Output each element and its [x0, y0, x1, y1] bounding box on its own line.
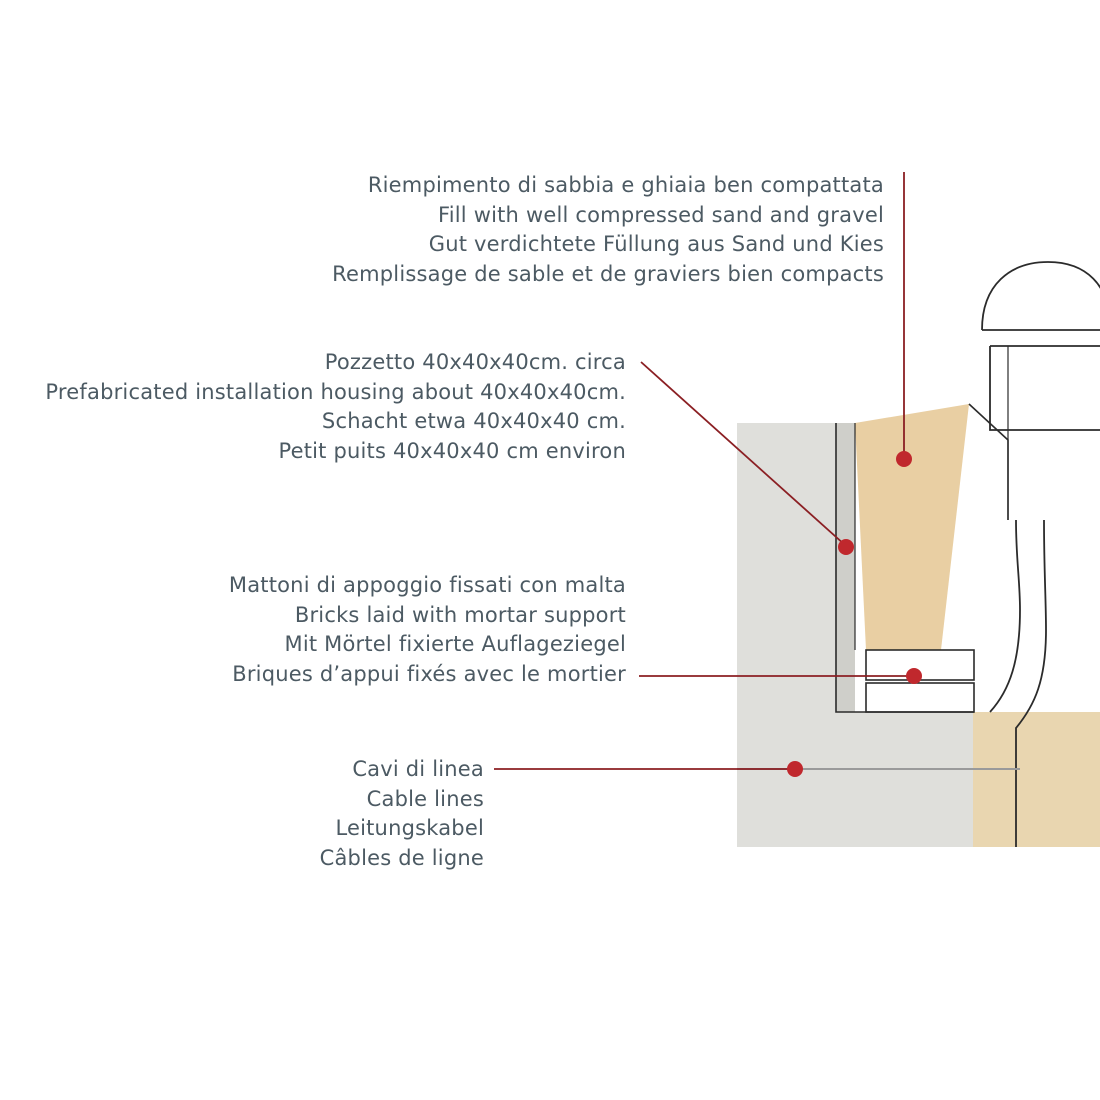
pit-wall-inner-face: [836, 423, 855, 712]
ground-band-right: [973, 712, 1100, 847]
callout-bricks-mortar: [229, 571, 626, 689]
callout-line-it: Pozzetto 40x40x40cm. circa: [324, 350, 626, 374]
callout-line-fr: Briques d’appui fixés avec le mortier: [232, 661, 626, 686]
callout-line-fr: Câbles de ligne: [319, 845, 484, 870]
leader-installation-housing: [641, 362, 845, 545]
callout-line-en: Prefabricated installation housing about 40x40x40cm.: [45, 379, 626, 404]
conduit: [990, 520, 1020, 712]
callout-cable-lines: [320, 755, 484, 873]
callout-line-de: Schacht etwa 40x40x40 cm.: [321, 409, 626, 433]
callout-line-fr: Remplissage de sable et de graviers bien compacts: [332, 261, 884, 286]
callout-line-en: Fill with well compressed sand and gravel: [437, 202, 884, 227]
pit-outline: [836, 423, 974, 712]
callout-line-fr: Petit puits 40x40x40 cm environ: [278, 438, 626, 463]
leader-dot-fill-sand-gravel: [896, 451, 912, 467]
fixture-shade-edge: [969, 404, 1008, 520]
callout-line-en: Cable lines: [366, 786, 484, 811]
callout-fill-sand-gravel: [332, 171, 884, 289]
pit-wall-left: [737, 423, 836, 712]
fixture-body: [990, 346, 1100, 430]
callout-line-it: Mattoni di appoggio fissati con malta: [228, 573, 626, 597]
conduit-outer: [1016, 520, 1046, 847]
callout-line-it: Riempimento di sabbia e ghiaia ben compattata: [367, 173, 884, 197]
leader-dot-installation-housing: [838, 539, 854, 555]
leader-dot-bricks-mortar: [906, 668, 922, 684]
callout-line-de: Mit Mörtel fixierte Auflageziegel: [284, 632, 626, 656]
callout-line-de: Gut verdichtete Füllung aus Sand und Kies: [428, 232, 884, 256]
callout-line-en: Bricks laid with mortar support: [294, 602, 626, 627]
brick-lower: [866, 683, 974, 712]
callout-line-de: Leitungskabel: [335, 816, 484, 840]
brick-upper: [866, 650, 974, 680]
fixture-dome: [982, 262, 1100, 330]
callout-line-it: Cavi di linea: [352, 757, 484, 781]
callout-installation-housing: [45, 348, 626, 466]
pit-sand-fill: [855, 404, 969, 650]
leader-dot-cable-lines: [787, 761, 803, 777]
concrete-block: [737, 712, 1100, 847]
